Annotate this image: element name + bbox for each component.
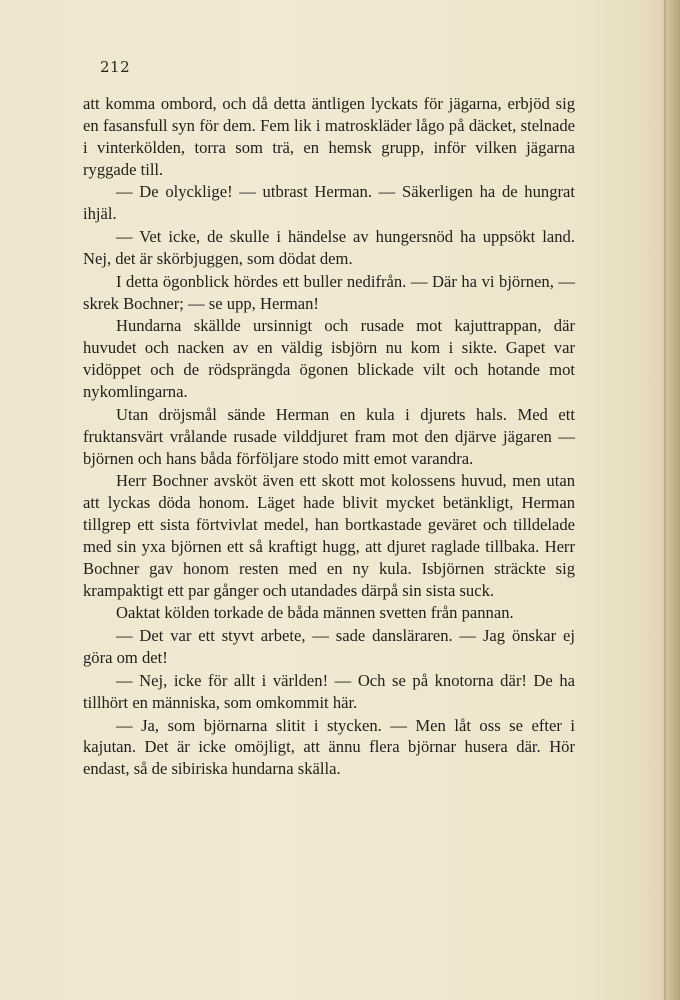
page-number: 212 [100,58,131,76]
paragraph-1: att komma ombord, och då detta äntligen lyckats för jägarna, erbjöd sig en fasansfull syn för dem. Fem lik i matroskläder lågo på däcket, stelnade i vinterkölden, torra som trä, en hemsk grupp, inför vilken jägarna ryggade till. [83,94,575,179]
paragraph-4: I detta ögonblick hördes ett buller nedifrån. — Där ha vi björnen, — skrek Bochner; — se upp, Herman! [83,271,575,313]
page-edge-line [664,0,666,1000]
paragraph-10: — Nej, icke för allt i världen! — Och se på knotorna där! De ha tillhört en människa, som omkommit här. [83,670,575,712]
body-text [83,93,575,780]
paragraph-11: — Ja, som björnarna slitit i stycken. — Men låt oss se efter i kajutan. Det är icke omöjligt, att ännu flera björnar husera där. Hör endast, så de sibiriska hundarna skälla. [83,715,575,779]
paragraph-5: Hundarna skällde ursinnigt och rusade mot kajuttrappan, där huvudet och nacken av en väldig isbjörn nu kom i sikte. Gapet var vidöppet och de rödsprängda ögonen blickade vilt och hotande mot nykomlingarna. [83,316,575,401]
paragraph-9: — Det var ett styvt arbete, — sade dansläraren. — Jag önskar ej göra om det! [83,626,575,668]
paragraph-3: — Vet icke, de skulle i händelse av hungersnöd ha uppsökt land. Nej, det är skörbjuggen, som dödat dem. [83,227,575,268]
paragraph-6: Utan dröjsmål sände Herman en kula i djurets hals. Med ett fruktansvärt vrålande rusade vilddjuret fram mot den djärve jägaren — björnen och hans båda förföljare stodo mitt emot varandra. [83,404,575,468]
paragraph-8: Oaktat kölden torkade de båda männen svetten från pannan. [116,603,514,623]
paragraph-2: — De olycklige! — utbrast Herman. — Säkerligen ha de hungrat ihjäl. [83,182,575,224]
paragraph-7: Herr Bochner avsköt även ett skott mot kolossens huvud, men utan att lyckas döda honom. Läget hade blivit mycket betänkligt, Herman tillgrep ett sista förtvivlat medel, han bortkastade geväret och tilldelade med sin yxa björnen ett så kraftigt hugg, att djuret raglade tillbaka. Herr Bochner gav honom resten med en ny kula. Isbjörnen sträckte sig krampaktigt ett par gånger och utandades därpå sin sista suck. [83,471,575,600]
